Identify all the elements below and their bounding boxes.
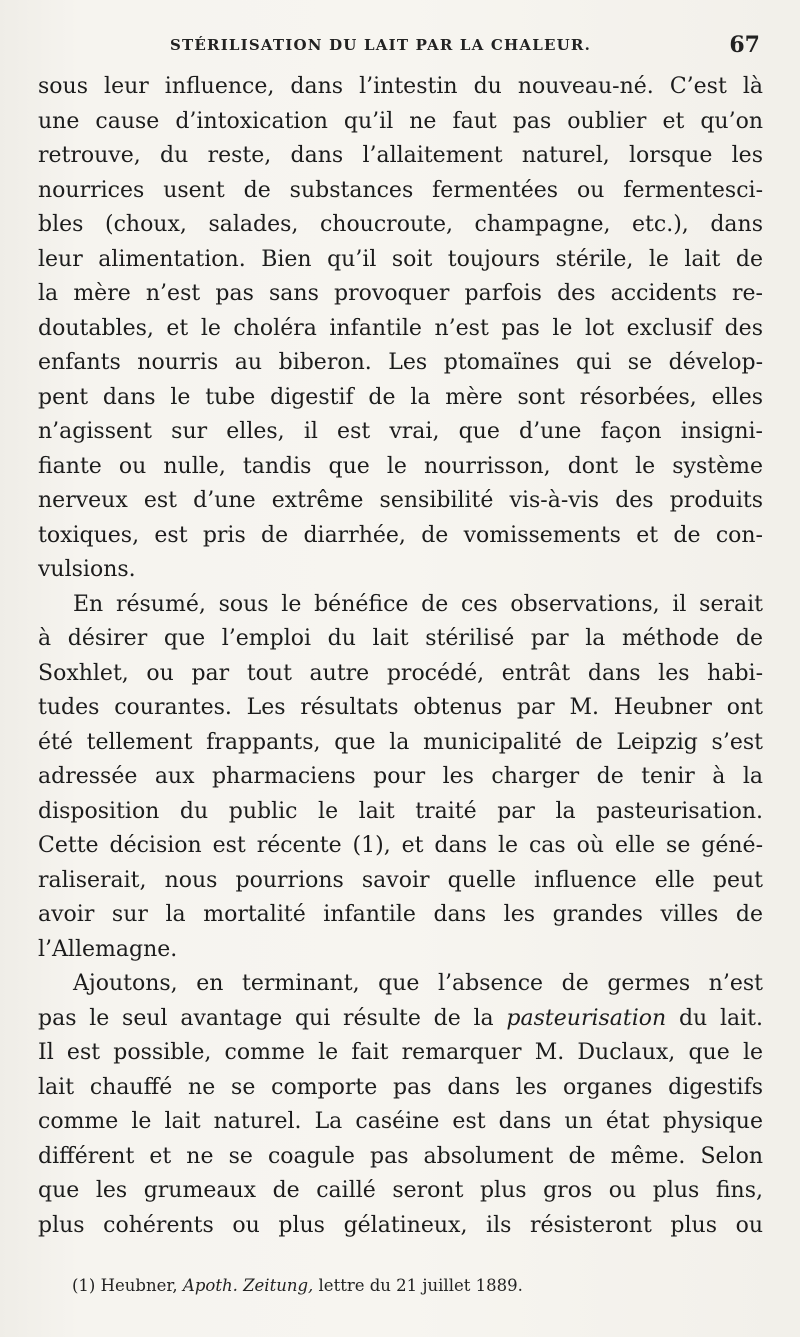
text-line: nerveux est d’une extrême sensibilité vis-à-vis des produits — [38, 488, 763, 513]
text-line: En résumé, sous le bénéfice de ces observations, il serait — [73, 591, 763, 617]
text-line: Soxhlet, ou par tout autre procédé, entrât dans les habi- — [38, 660, 763, 686]
text-line: Il est possible, comme le fait remarquer M. Duclaux, que le — [38, 1040, 763, 1065]
text-line: nourrices usent de substances fermentées ou fermentesci- — [38, 177, 763, 203]
text-line: avoir sur la mortalité infantile dans les grandes villes de — [38, 902, 763, 927]
text-line: enfants nourris au biberon. Les ptomaïnes qui se dévelop- — [38, 350, 763, 375]
italic-term: pasteurisation — [506, 1005, 667, 1031]
text-line: fiante ou nulle, tandis que le nourrisson, dont le système — [38, 453, 763, 479]
text-span: du lait. — [666, 1005, 763, 1031]
text-line: retrouve, du reste, dans l’allaitement naturel, lorsque les — [38, 143, 763, 168]
text-line: raliserait, nous pourrions savoir quelle influence elle peut — [38, 867, 763, 893]
text-line-with-italic — [38, 1002, 763, 1037]
text-line: Ajoutons, en terminant, que l’absence de germes n’est — [73, 971, 763, 996]
running-title: STÉRILISATION DU LAIT PAR LA CHALEUR. — [170, 36, 592, 54]
text-line: l’Allemagne. — [38, 936, 178, 962]
paragraph-2 — [38, 588, 763, 968]
text-span: pas le seul avantage qui résulte de la — [38, 1005, 507, 1031]
text-line: sous leur influence, dans l’intestin du nouveau-né. C’est là — [38, 74, 763, 99]
text-line: bles (choux, salades, choucroute, champagne, etc.), dans — [38, 212, 763, 237]
paragraph-3 — [38, 967, 763, 1243]
footnote-prefix: (1) Heubner, — [72, 1276, 183, 1295]
body-text — [38, 70, 763, 1243]
text-line: que les grumeaux de caillé seront plus gros ou plus fins, — [38, 1178, 763, 1203]
text-line: n’agissent sur elles, il est vrai, que d’une façon insigni- — [38, 419, 763, 444]
text-line: toxiques, est pris de diarrhée, de vomissements et de con- — [38, 522, 763, 548]
page-number: 67 — [729, 32, 760, 58]
text-line: disposition du public le lait traité par la pasteurisation. — [38, 798, 763, 824]
text-line: adressée aux pharmaciens pour les charger de tenir à la — [38, 764, 763, 789]
text-line: la mère n’est pas sans provoquer parfois des accidents re- — [38, 281, 763, 306]
footnote-journal: Apoth. Zeitung, — [182, 1276, 314, 1295]
footnote — [72, 1276, 523, 1295]
text-line: à désirer que l’emploi du lait stérilisé par la méthode de — [38, 626, 763, 651]
footnote-suffix: lettre du 21 juillet 1889. — [313, 1276, 523, 1295]
text-line: différent et ne se coagule pas absolument de même. Selon — [38, 1143, 763, 1169]
text-line: une cause d’intoxication qu’il ne faut pas oublier et qu’on — [38, 108, 763, 134]
text-line: leur alimentation. Bien qu’il soit toujours stérile, le lait de — [38, 246, 763, 272]
paragraph-1 — [38, 70, 763, 588]
text-line: tudes courantes. Les résultats obtenus par M. Heubner ont — [38, 695, 763, 720]
text-line: Cette décision est récente (1), et dans le cas où elle se géné- — [38, 833, 763, 858]
text-line: doutables, et le choléra infantile n’est pas le lot exclusif des — [38, 315, 763, 341]
text-line: vulsions. — [38, 557, 136, 582]
running-head — [50, 32, 760, 60]
text-line: lait chauffé ne se comporte pas dans les organes digestifs — [38, 1074, 763, 1100]
text-line: comme le lait naturel. La caséine est dans un état physique — [38, 1109, 763, 1134]
text-line: pent dans le tube digestif de la mère sont résorbées, elles — [38, 384, 763, 410]
text-line: été tellement frappants, que la municipalité de Leipzig s’est — [38, 729, 763, 755]
text-line: plus cohérents ou plus gélatineux, ils résisteront plus ou — [38, 1212, 763, 1238]
